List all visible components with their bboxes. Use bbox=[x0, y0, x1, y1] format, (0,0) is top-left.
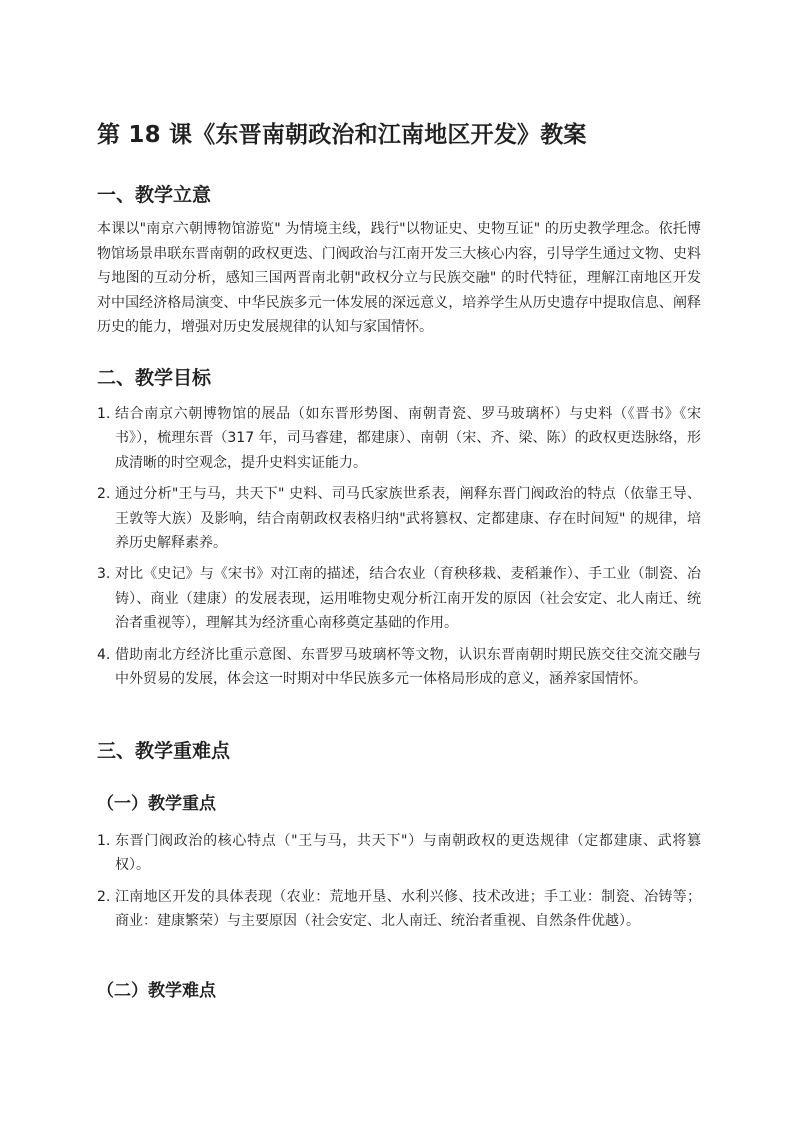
list-number: 1. bbox=[97, 833, 111, 849]
list-item-text: 对比《史记》与《宋书》对江南的描述，结合农业（育秧移栽、麦稻兼作）、手工业（制瓷、冶铸）、商业（建康）的发展表现，运用唯物史观分析江南开发的原因（社会安定、北人南迁、统治者重视等），理解其为经济重心南移奠定基础的作用。 bbox=[115, 566, 701, 632]
list-item-text: 东晋门阀政治的核心特点（"王与马，共天下"）与南朝政权的更迭规律（定都建康、武将篡权）。 bbox=[115, 833, 701, 874]
subsection-heading-focus: （一）教学重点 bbox=[97, 794, 216, 814]
list-item bbox=[97, 643, 701, 692]
list-item bbox=[97, 562, 701, 635]
list-number: 1. bbox=[97, 406, 111, 422]
list-number: 3. bbox=[97, 566, 111, 583]
focus-list bbox=[97, 829, 701, 941]
list-item bbox=[97, 829, 701, 878]
list-item-text: 通过分析"王与马，共天下" 史料、司马氏家族世系表，阐释东晋门阀政治的特点（依靠王导、王敦等大族）及影响，结合南朝政权表格归纳"武将篡权、定都建康、存在时间短" 的规律，培养历史解释素养。 bbox=[115, 486, 701, 552]
rationale-paragraph: 本课以"南京六朝博物馆游览" 为情境主线，践行"以物证史、史物互证" 的历史教学理念。依托博物馆场景串联东晋南朝的政权更迭、门阀政治与江南开发三大核心内容，引导学生通过文物、史料与地图的互动分析，感知三国两晋南北朝"政权分立与民族交融" 的时代特征，理解江南地区开发对中国经济格局演变、中华民族多元一体发展的深远意义，培养学生从历史遗存中提取信息、阐释历史的能力，增强对历史发展规律的认知与家国情怀。 bbox=[97, 221, 701, 336]
document-title: 第 18 课《东晋南朝政治和江南地区开发》教案 bbox=[97, 122, 587, 148]
list-number: 2. bbox=[97, 888, 111, 905]
list-number: 2. bbox=[97, 486, 111, 503]
list-item-text: 结合南京六朝博物馆的展品（如东晋形势图、南朝青瓷、罗马玻璃杯）与史料（《晋书》《宋书》），梳理东晋（317 年，司马睿建，都建康）、南朝（宋、齐、梁、陈）的政权更迭脉络，形成清晰的时空观念，提升史料实证能力。 bbox=[115, 406, 701, 471]
list-item bbox=[97, 482, 701, 555]
section-heading-objectives: 二、教学目标 bbox=[97, 367, 212, 389]
list-number: 4. bbox=[97, 646, 111, 663]
list-item-text: 借助南北方经济比重示意图、东晋罗马玻璃杯等文物，认识东晋南朝时期民族交往交流交融与中外贸易的发展，体会这一时期对中华民族多元一体格局形成的意义，涵养家国情怀。 bbox=[115, 646, 701, 688]
section-heading-rationale: 一、教学立意 bbox=[97, 184, 212, 206]
list-item bbox=[97, 885, 701, 934]
subsection-heading-difficulties: （二）教学难点 bbox=[97, 981, 216, 1001]
list-item-text: 江南地区开发的具体表现（农业：荒地开垦、水利兴修、技术改进；手工业：制瓷、冶铸等；商业：建康繁荣）与主要原因（社会安定、北人南迁、统治者重视、自然条件优越）。 bbox=[115, 888, 701, 930]
objectives-list bbox=[97, 402, 701, 698]
list-item bbox=[97, 402, 701, 475]
section-heading-key-points: 三、教学重难点 bbox=[97, 740, 231, 762]
